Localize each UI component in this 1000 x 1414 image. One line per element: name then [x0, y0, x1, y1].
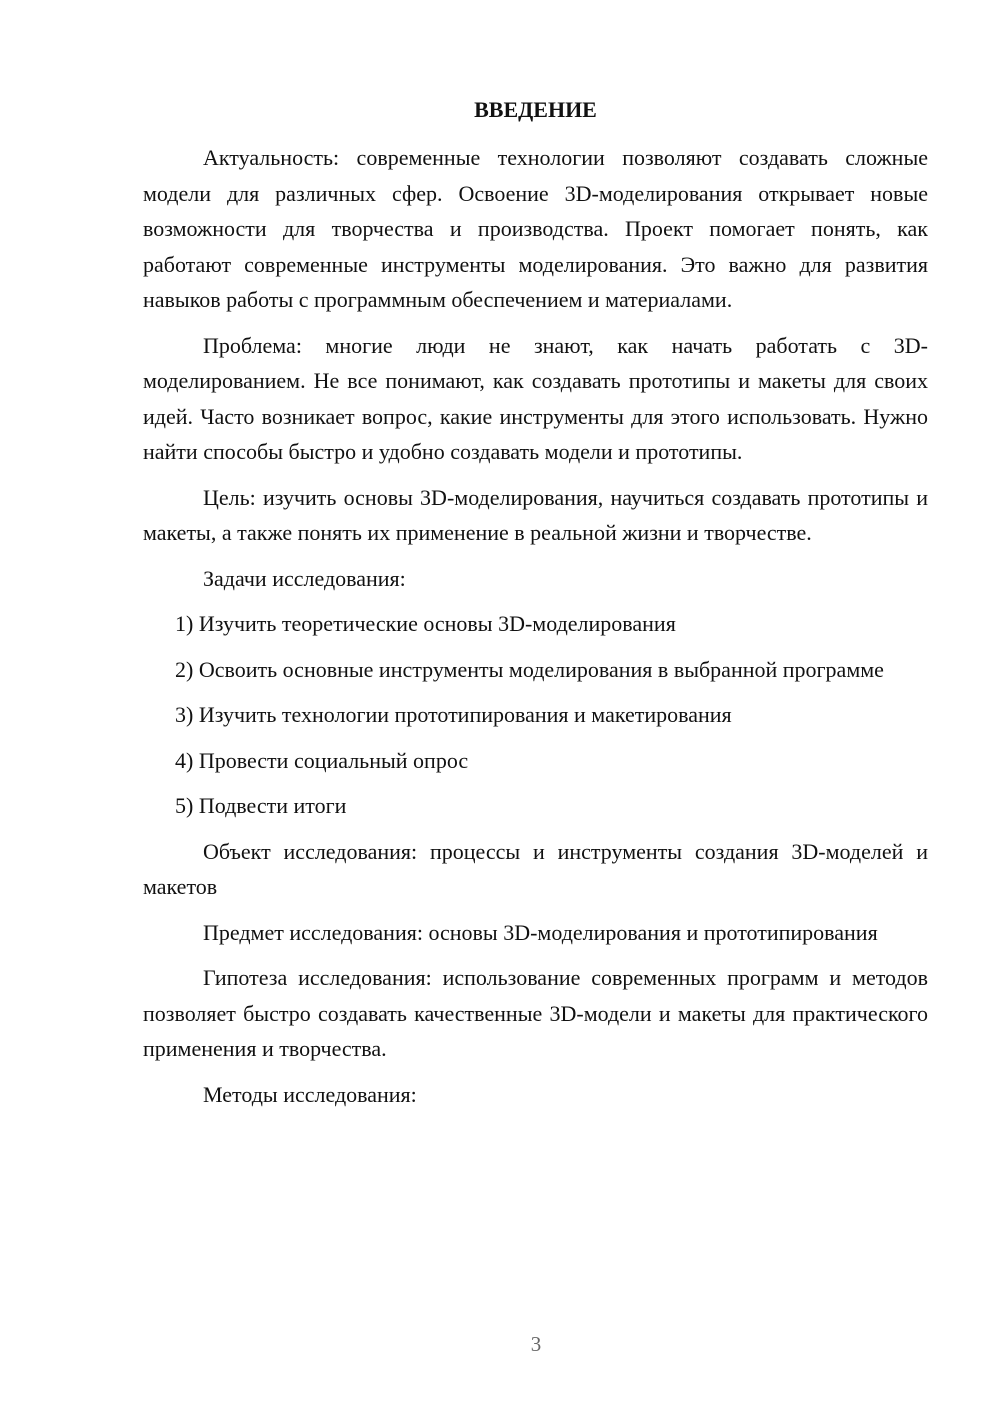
task-item-4: 4) Провести социальный опрос [175, 747, 469, 773]
page-number: 3 [530, 1332, 542, 1356]
goal-paragraph: Цель: изучить основы 3D-моделирования, научиться создавать прототипы и макеты, а также понять их применение в реальной жизни и творчестве. [143, 484, 928, 545]
subject-paragraph: Предмет исследования: основы 3D-моделирования и прототипирования [203, 919, 878, 945]
problem-paragraph: Проблема: многие люди не знают, как начать работать с 3D-моделированием. Не все понимают, как создавать прототипы и макеты для своих идей. Часто возникает вопрос, какие инструменты для этого использовать. Нужно найти способы быстро и удобно создавать модели и прототипы. [143, 332, 928, 464]
task-item-2: 2) Освоить основные инструменты моделирования в выбранной программе [175, 656, 884, 682]
page-content [143, 94, 928, 1122]
task-item-5: 5) Подвести итоги [175, 793, 347, 818]
task-item-1: 1) Изучить теоретические основы 3D-моделирования [175, 611, 676, 636]
task-item-3: 3) Изучить технологии прототипирования и макетирования [175, 702, 732, 727]
tasks-title: Задачи исследования: [203, 565, 406, 591]
section-heading: ВВЕДЕНИЕ [474, 97, 597, 122]
hypothesis-paragraph: Гипотеза исследования: использование современных программ и методов позволяет быстро создавать качественные 3D-модели и макеты для практического применения и творчества. [143, 965, 928, 1061]
relevance-paragraph: Актуальность: современные технологии позволяют создавать сложные модели для различных сфер. Освоение 3D-моделирования открывает новые возможности для творчества и производства. Проект помогает понять, как работают современные инструменты моделирования. Это важно для развития навыков работы с программным обеспечением и материалами. [143, 145, 928, 312]
object-paragraph: Объект исследования: процессы и инструменты создания 3D-моделей и макетов [143, 838, 928, 899]
methods-title: Методы исследования: [203, 1081, 417, 1107]
